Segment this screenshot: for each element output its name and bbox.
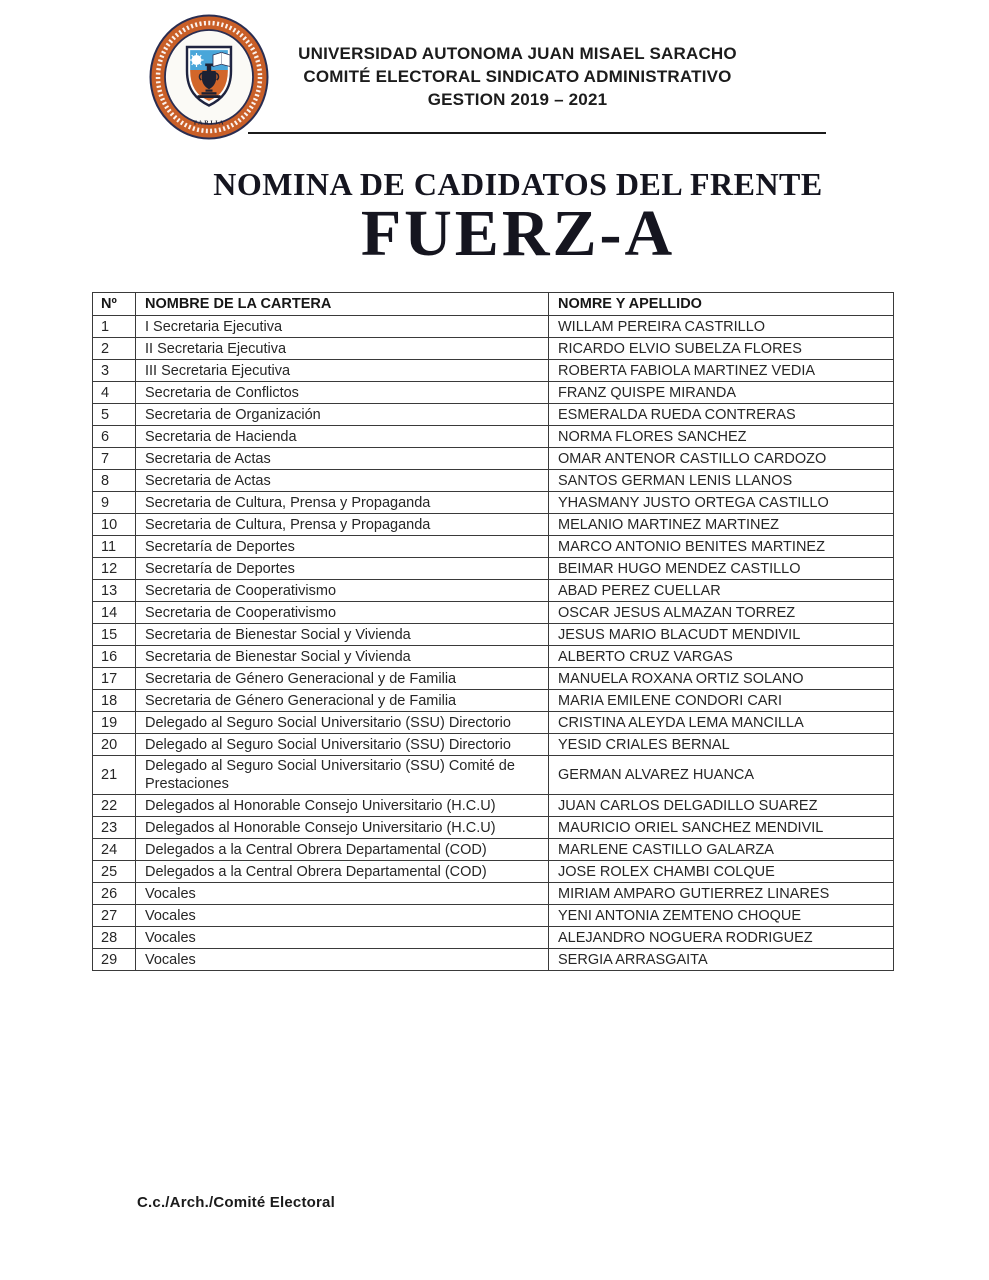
row-number-cell: 29 (93, 949, 136, 971)
table-row (93, 382, 894, 404)
row-number-cell: 6 (93, 426, 136, 448)
col-header-number: Nº (93, 293, 136, 316)
cartera-cell: Delegados al Honorable Consejo Universitario (H.C.U) (136, 817, 549, 839)
row-number-cell: 1 (93, 316, 136, 338)
row-number-cell: 23 (93, 817, 136, 839)
table-row (93, 338, 894, 360)
cartera-cell: Vocales (136, 905, 549, 927)
letterhead-line1: UNIVERSIDAD AUTONOMA JUAN MISAEL SARACHO (298, 44, 737, 63)
table-row (93, 624, 894, 646)
cartera-cell: Secretaria de Cooperativismo (136, 602, 549, 624)
cartera-cell: Secretaría de Deportes (136, 558, 549, 580)
row-number-cell: 11 (93, 536, 136, 558)
table-row (93, 949, 894, 971)
letterhead (255, 42, 780, 111)
cartera-cell: Vocales (136, 883, 549, 905)
cartera-cell: Delegado al Seguro Social Universitario (SSU) Directorio (136, 712, 549, 734)
cartera-cell: III Secretaria Ejecutiva (136, 360, 549, 382)
table-row (93, 712, 894, 734)
row-number-cell: 3 (93, 360, 136, 382)
nombre-cell: MIRIAM AMPARO GUTIERREZ LINARES (549, 883, 894, 905)
document-subtitle: NOMINA DE CADIDATOS DEL FRENTE (213, 166, 823, 202)
cartera-cell: II Secretaria Ejecutiva (136, 338, 549, 360)
nombre-cell: JUAN CARLOS DELGADILLO SUAREZ (549, 795, 894, 817)
book-icon (213, 52, 230, 66)
table-row (93, 580, 894, 602)
table-row (93, 360, 894, 382)
table-row (93, 558, 894, 580)
table-row (93, 861, 894, 883)
table-row (93, 927, 894, 949)
nombre-cell: WILLAM PEREIRA CASTRILLO (549, 316, 894, 338)
cartera-cell: Secretaria de Actas (136, 470, 549, 492)
nombre-cell: YENI ANTONIA ZEMTENO CHOQUE (549, 905, 894, 927)
nombre-cell: ALEJANDRO NOGUERA RODRIGUEZ (549, 927, 894, 949)
nombre-cell: ROBERTA FABIOLA MARTINEZ VEDIA (549, 360, 894, 382)
nombre-cell: MANUELA ROXANA ORTIZ SOLANO (549, 668, 894, 690)
row-number-cell: 26 (93, 883, 136, 905)
nombre-cell: OSCAR JESUS ALMAZAN TORREZ (549, 602, 894, 624)
nombre-cell: ESMERALDA RUEDA CONTRERAS (549, 404, 894, 426)
nombre-cell: SERGIA ARRASGAITA (549, 949, 894, 971)
cartera-cell: I Secretaria Ejecutiva (136, 316, 549, 338)
seal-city-label: TARIJA (192, 119, 226, 127)
table-row (93, 883, 894, 905)
nombre-cell: MARCO ANTONIO BENITES MARTINEZ (549, 536, 894, 558)
col-header-nombre: NOMRE Y APELLIDO (549, 293, 894, 316)
table-row (93, 404, 894, 426)
table-row (93, 492, 894, 514)
row-number-cell: 15 (93, 624, 136, 646)
table-header (93, 293, 894, 316)
cartera-cell: Secretaria de Cultura, Prensa y Propaganda (136, 492, 549, 514)
nombre-cell: YESID CRIALES BERNAL (549, 734, 894, 756)
nombre-cell: RICARDO ELVIO SUBELZA FLORES (549, 338, 894, 360)
row-number-cell: 25 (93, 861, 136, 883)
table-row (93, 316, 894, 338)
cartera-cell: Secretaria de Bienestar Social y Vivienda (136, 624, 549, 646)
row-number-cell: 12 (93, 558, 136, 580)
row-number-cell: 7 (93, 448, 136, 470)
cartera-cell: Secretaria de Hacienda (136, 426, 549, 448)
nombre-cell: OMAR ANTENOR CASTILLO CARDOZO (549, 448, 894, 470)
nombre-cell: BEIMAR HUGO MENDEZ CASTILLO (549, 558, 894, 580)
cartera-cell: Secretaría de Deportes (136, 536, 549, 558)
letterhead-line2: COMITÉ ELECTORAL SINDICATO ADMINISTRATIVO (303, 67, 732, 86)
row-number-cell: 28 (93, 927, 136, 949)
table-row (93, 448, 894, 470)
cartera-cell: Secretaria de Organización (136, 404, 549, 426)
table-row (93, 734, 894, 756)
candidates-table (92, 292, 894, 971)
table-row (93, 690, 894, 712)
table-row (93, 646, 894, 668)
nombre-cell: MELANIO MARTINEZ MARTINEZ (549, 514, 894, 536)
cartera-cell: Delegados al Honorable Consejo Universitario (H.C.U) (136, 795, 549, 817)
row-number-cell: 9 (93, 492, 136, 514)
cartera-cell: Vocales (136, 949, 549, 971)
nombre-cell: NORMA FLORES SANCHEZ (549, 426, 894, 448)
row-number-cell: 8 (93, 470, 136, 492)
cartera-cell: Secretaria de Género Generacional y de Familia (136, 690, 549, 712)
row-number-cell: 5 (93, 404, 136, 426)
table-row (93, 905, 894, 927)
row-number-cell: 18 (93, 690, 136, 712)
cartera-cell: Delegado al Seguro Social Universitario (SSU) Comité de Prestaciones (136, 756, 549, 795)
nombre-cell: JOSE ROLEX CHAMBI COLQUE (549, 861, 894, 883)
footer-distribution-note: C.c./Arch./Comité Electoral (137, 1194, 335, 1211)
table-row (93, 536, 894, 558)
cartera-cell: Delegados a la Central Obrera Departamental (COD) (136, 839, 549, 861)
cartera-cell: Delegados a la Central Obrera Departamental (COD) (136, 861, 549, 883)
nombre-cell: MARLENE CASTILLO GALARZA (549, 839, 894, 861)
row-number-cell: 14 (93, 602, 136, 624)
header-row (93, 293, 894, 316)
nombre-cell: GERMAN ALVAREZ HUANCA (549, 756, 894, 795)
nombre-cell: FRANZ QUISPE MIRANDA (549, 382, 894, 404)
cartera-cell: Secretaria de Bienestar Social y Vivienda (136, 646, 549, 668)
row-number-cell: 20 (93, 734, 136, 756)
table-body (93, 316, 894, 971)
front-name-title: FUERZ-A (360, 197, 676, 270)
nombre-cell: MAURICIO ORIEL SANCHEZ MENDIVIL (549, 817, 894, 839)
table-row (93, 795, 894, 817)
nombre-cell: CRISTINA ALEYDA LEMA MANCILLA (549, 712, 894, 734)
nombre-cell: YHASMANY JUSTO ORTEGA CASTILLO (549, 492, 894, 514)
table-row (93, 668, 894, 690)
candidates-table-container (92, 292, 894, 971)
cartera-cell: Vocales (136, 927, 549, 949)
row-number-cell: 13 (93, 580, 136, 602)
cartera-cell: Delegado al Seguro Social Universitario (SSU) Directorio (136, 734, 549, 756)
table-row (93, 470, 894, 492)
nombre-cell: SANTOS GERMAN LENIS LLANOS (549, 470, 894, 492)
table-row (93, 756, 894, 795)
seal-svg (148, 14, 270, 140)
row-number-cell: 10 (93, 514, 136, 536)
nombre-cell: ABAD PEREZ CUELLAR (549, 580, 894, 602)
row-number-cell: 22 (93, 795, 136, 817)
row-number-cell: 17 (93, 668, 136, 690)
nombre-cell: JESUS MARIO BLACUDT MENDIVIL (549, 624, 894, 646)
row-number-cell: 2 (93, 338, 136, 360)
header-divider-line (248, 132, 826, 134)
row-number-cell: 4 (93, 382, 136, 404)
cartera-cell: Secretaria de Género Generacional y de Familia (136, 668, 549, 690)
row-number-cell: 19 (93, 712, 136, 734)
letterhead-line3: GESTION 2019 – 2021 (427, 90, 608, 109)
table-row (93, 839, 894, 861)
table-row (93, 426, 894, 448)
nombre-cell: ALBERTO CRUZ VARGAS (549, 646, 894, 668)
row-number-cell: 21 (93, 756, 136, 795)
table-row (93, 602, 894, 624)
table-row (93, 817, 894, 839)
cartera-cell: Secretaria de Cultura, Prensa y Propaganda (136, 514, 549, 536)
cartera-cell: Secretaria de Actas (136, 448, 549, 470)
cartera-cell: Secretaria de Cooperativismo (136, 580, 549, 602)
row-number-cell: 27 (93, 905, 136, 927)
cartera-cell: Secretaria de Conflictos (136, 382, 549, 404)
university-seal-icon (148, 14, 270, 140)
col-header-cartera: NOMBRE DE LA CARTERA (136, 293, 549, 316)
row-number-cell: 24 (93, 839, 136, 861)
nombre-cell: MARIA EMILENE CONDORI CARI (549, 690, 894, 712)
row-number-cell: 16 (93, 646, 136, 668)
table-row (93, 514, 894, 536)
